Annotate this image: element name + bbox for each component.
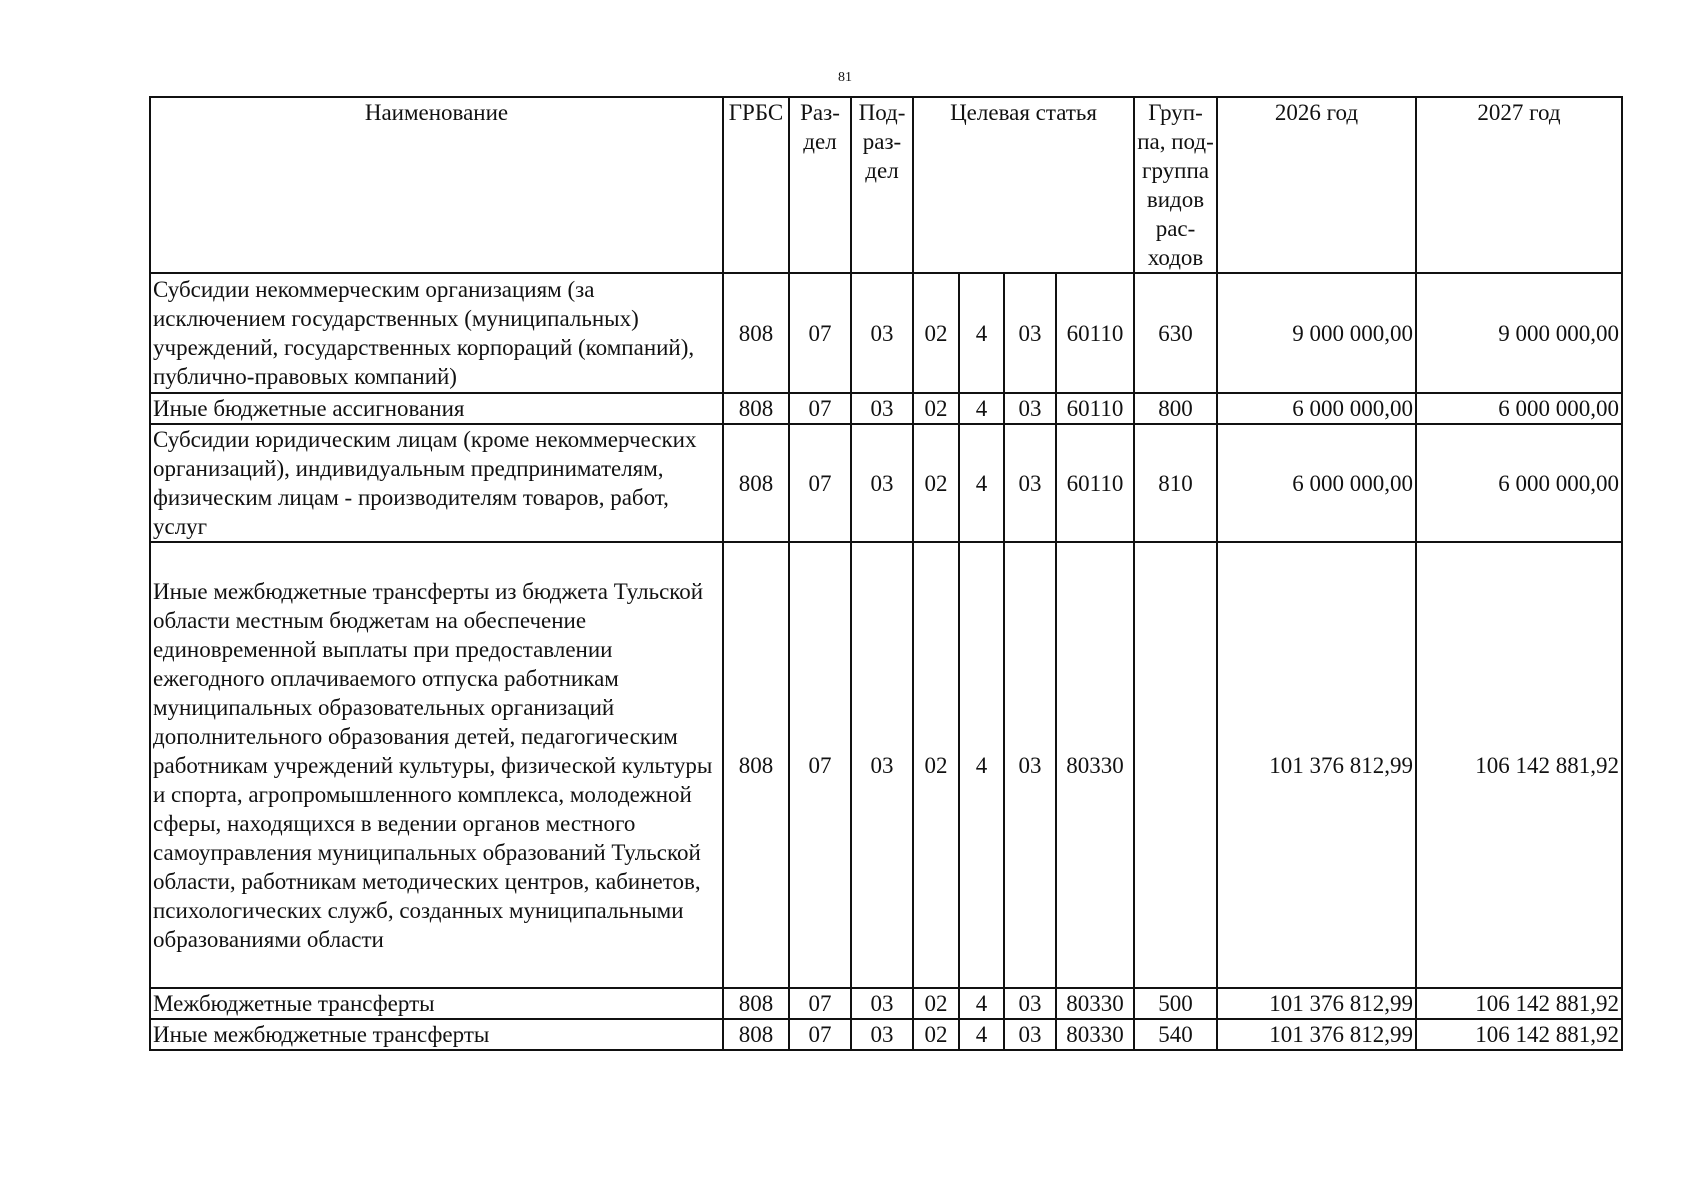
row-target-program: 02 — [913, 542, 959, 988]
row-target-subprogram: 03 — [1004, 273, 1056, 393]
row-target-subprogram: 03 — [1004, 424, 1056, 542]
row-razdel: 07 — [789, 542, 851, 988]
row-amount-2026: 6 000 000,00 — [1217, 393, 1416, 424]
row-grbs: 808 — [723, 988, 789, 1019]
row-target-subprogram: 03 — [1004, 1019, 1056, 1050]
page-number: 81 — [838, 70, 852, 85]
row-target-program: 02 — [913, 1019, 959, 1050]
row-target-type: 4 — [959, 424, 1004, 542]
row-expense-type — [1134, 542, 1217, 988]
table-row — [150, 424, 1622, 542]
row-target-type: 4 — [959, 988, 1004, 1019]
row-target-program: 02 — [913, 424, 959, 542]
row-amount-2027: 106 142 881,92 — [1416, 542, 1622, 988]
row-target-program: 02 — [913, 393, 959, 424]
row-razdel: 07 — [789, 424, 851, 542]
row-amount-2026: 6 000 000,00 — [1217, 424, 1416, 542]
header-2027: 2027 год — [1416, 97, 1622, 273]
header-razdel: Раз- дел — [789, 97, 851, 273]
row-podrazdel: 03 — [851, 988, 913, 1019]
row-grbs: 808 — [723, 424, 789, 542]
budget-table — [149, 96, 1623, 1051]
row-target-program: 02 — [913, 988, 959, 1019]
row-target-direction: 60110 — [1056, 424, 1134, 542]
row-razdel: 07 — [789, 393, 851, 424]
row-target-subprogram: 03 — [1004, 542, 1056, 988]
table-header-row — [150, 97, 1622, 273]
table-row — [150, 542, 1622, 988]
header-2026: 2026 год — [1217, 97, 1416, 273]
row-expense-type: 500 — [1134, 988, 1217, 1019]
table-row — [150, 393, 1622, 424]
row-grbs: 808 — [723, 393, 789, 424]
row-target-direction: 80330 — [1056, 542, 1134, 988]
row-name: Субсидии некоммерческим организациям (за исключением государственных (муниципальных) учреждений, государственных корпораций (компаний), публично-правовых компаний) — [150, 273, 723, 393]
row-target-direction: 60110 — [1056, 393, 1134, 424]
row-podrazdel: 03 — [851, 424, 913, 542]
row-amount-2027: 106 142 881,92 — [1416, 1019, 1622, 1050]
row-amount-2026: 101 376 812,99 — [1217, 1019, 1416, 1050]
header-name: Наименование — [150, 97, 723, 273]
row-target-direction: 80330 — [1056, 1019, 1134, 1050]
row-amount-2026: 9 000 000,00 — [1217, 273, 1416, 393]
row-target-direction: 60110 — [1056, 273, 1134, 393]
row-name: Иные бюджетные ассигнования — [150, 393, 723, 424]
row-target-type: 4 — [959, 393, 1004, 424]
row-podrazdel: 03 — [851, 273, 913, 393]
row-target-subprogram: 03 — [1004, 988, 1056, 1019]
row-podrazdel: 03 — [851, 1019, 913, 1050]
row-expense-type: 540 — [1134, 1019, 1217, 1050]
row-target-program: 02 — [913, 273, 959, 393]
row-grbs: 808 — [723, 273, 789, 393]
row-amount-2027: 106 142 881,92 — [1416, 988, 1622, 1019]
row-target-type: 4 — [959, 542, 1004, 988]
row-target-subprogram: 03 — [1004, 393, 1056, 424]
row-razdel: 07 — [789, 273, 851, 393]
row-target-direction: 80330 — [1056, 988, 1134, 1019]
header-target-article: Целевая статья — [913, 97, 1134, 273]
table-row — [150, 988, 1622, 1019]
row-name: Иные межбюджетные трансферты из бюджета Тульской области местным бюджетам на обеспечение единовременной выплаты при предоставлении ежегодного оплачиваемого отпуска работникам муниципальных образовательных организаций дополнительного образования детей, педагогическим работникам учреждений культуры, физической культуры и спорта, агропромышленного комплекса, молодежной сферы, находящихся в ведении органов местного самоуправления муниципальных образований Тульской области, работникам методических центров, кабинетов, психологических служб, созданных муниципальными образованиями области — [150, 542, 723, 988]
row-name: Субсидии юридическим лицам (кроме некоммерческих организаций), индивидуальным предпринимателям, физическим лицам - производителям товаров, работ, услуг — [150, 424, 723, 542]
row-grbs: 808 — [723, 1019, 789, 1050]
row-amount-2027: 6 000 000,00 — [1416, 393, 1622, 424]
row-expense-type: 630 — [1134, 273, 1217, 393]
header-grbs: ГРБС — [723, 97, 789, 273]
table-row — [150, 273, 1622, 393]
row-podrazdel: 03 — [851, 542, 913, 988]
row-grbs: 808 — [723, 542, 789, 988]
row-expense-type: 800 — [1134, 393, 1217, 424]
row-name: Иные межбюджетные трансферты — [150, 1019, 723, 1050]
row-razdel: 07 — [789, 988, 851, 1019]
header-podrazdel: Под- раз- дел — [851, 97, 913, 273]
row-amount-2027: 6 000 000,00 — [1416, 424, 1622, 542]
row-name: Межбюджетные трансферты — [150, 988, 723, 1019]
row-expense-type: 810 — [1134, 424, 1217, 542]
row-target-type: 4 — [959, 273, 1004, 393]
row-amount-2026: 101 376 812,99 — [1217, 542, 1416, 988]
row-amount-2026: 101 376 812,99 — [1217, 988, 1416, 1019]
header-expense-type: Груп- па, под- группа видов рас- ходов — [1134, 97, 1217, 273]
row-target-type: 4 — [959, 1019, 1004, 1050]
row-podrazdel: 03 — [851, 393, 913, 424]
row-amount-2027: 9 000 000,00 — [1416, 273, 1622, 393]
table-row — [150, 1019, 1622, 1050]
row-razdel: 07 — [789, 1019, 851, 1050]
